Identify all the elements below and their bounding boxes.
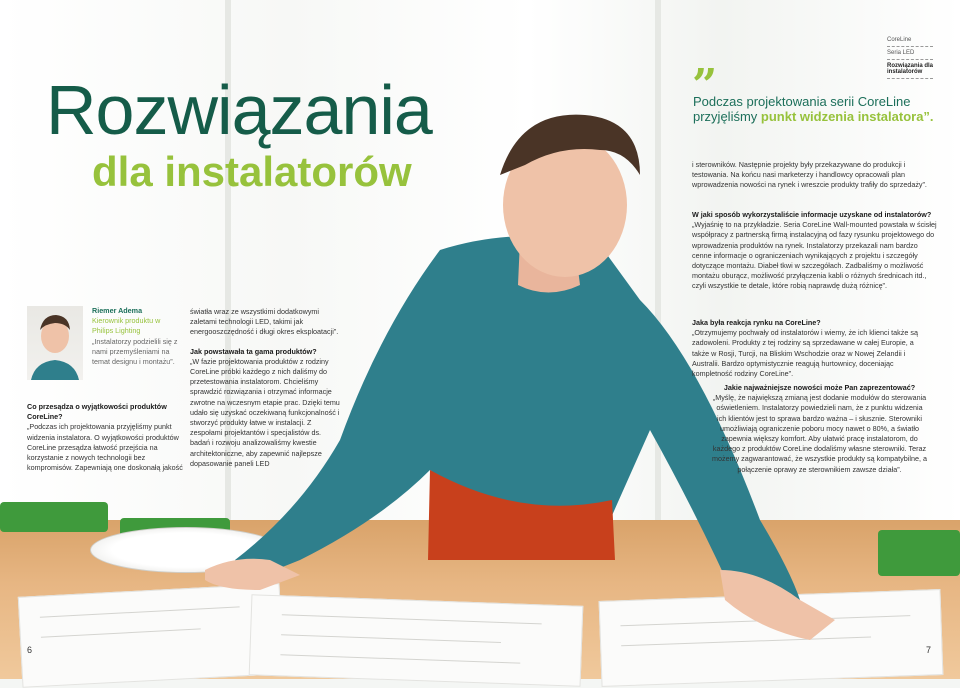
interview-question: Jakie najważniejsze nowości może Pan zaprezentować? [723, 383, 916, 392]
author-role: Kierownik produktu w Philips Lighting [92, 316, 161, 336]
interview-answer: „Wyjaśnię to na przykładzie. Seria CoreLine Wall-mounted powstała w ścisłej współpracy z partnerską firmą instalacyjną od fazy rysunku projektowego do wprowadzenia produktów na rynek. Instalatorzy przekazali nam bardzo cenne informacje o ograniczeniach wynikających z projektu i szczegóły dotyczące montażu. Diabeł tkwi w szczegółach. Zadbaliśmy o możliwość montażu oburącz, możliwość przyłączenia kabli o różnych średnicach itd., czyli wszystkie te detale, które robią naprawdę dużą różnicę”. [692, 220, 937, 291]
author-quote: „Instalatorzy podzielili się z nami przemyśleniami na temat designu i montażu”. [92, 336, 178, 367]
nav-item-rozwiazania: Rozwiązania dla instalatorów [887, 60, 933, 79]
interview-answer: „W fazie projektowania produktów z rodziny CoreLine próbki każdego z nich daliśmy do przetestowania instalatorom. Chcieliśmy sprawdzić rozwiązania i otrzymać informacje zwrotne na wczesnym etapie prac. Dzięki temu udało się uzyskać oczekiwaną funkcjonalność i stworzyć produkty łatwe w instalacji. Z zespołami projektantów i specjalistów ds. badań i rozwoju analizowaliśmy kwestie architektoniczne, aby zapewnić najlepsze dopasowanie paneli LED [190, 356, 340, 468]
section-nav [887, 34, 933, 79]
page-subtitle: dla instalatorów [92, 148, 412, 195]
page-title: Rozwiązania [46, 71, 432, 149]
author-bio [92, 306, 182, 367]
pull-quote-emphasis: punkt widzenia instalatora”. [760, 109, 934, 124]
interview-block [692, 318, 922, 379]
interview-question: Co przesądza o wyjątkowości produktów CoreLine? [27, 402, 167, 422]
page-number-right: 7 [926, 645, 932, 655]
portrait-photo [27, 306, 83, 380]
interview-answer: „Otrzymujemy pochwały od instalatorów i wiemy, że ich klienci także są zadowoleni. Produkty z tej rodziny są sprzedawane w całej Europie, a także w Rosji, Turcji, na Bliskim Wschodzie oraz w Nowej Zelandii i Australii. Bardzo optymistycznie reagują hurtownicy, doceniając kompletność rodziny CoreLine”. [692, 328, 918, 379]
nav-item-seria-led: Seria LED [887, 47, 933, 60]
author-name: Riemer Adema [92, 306, 143, 315]
interview-block [692, 210, 938, 292]
interview-answer: „Myślę, że największą zmianą jest dodanie modułów do sterowania oświetleniem. Instalatorzy powiedzieli nam, że z punktu widzenia ich klientów jest to sprawa bardzo ważna – i słusznie. Sterowniki umożliwiają ograniczenie poboru mocy nawet o 80%, a światło zapewnia większy komfort. Aby ułatwić pracę instalatorom, do każdego z produktów CoreLine dodaliśmy własne sterowniki. Teraz możemy zagwarantować, że wszystkie produkty są kompatybilne, a połączenie oprawy ze sterownikiem zawsze działa”. [712, 393, 927, 474]
interview-question: W jaki sposób wykorzystaliście informacje uzyskane od instalatorów? [692, 210, 932, 219]
interview-answer: „Podczas ich projektowania przyjęliśmy punkt widzenia instalatora. O wyjątkowości produktów CoreLine przesądza łatwość przejścia na korzystanie z nowych technologii bez kompromisów. Zapewniają one doskonałą jakość [27, 422, 183, 473]
interview-block [27, 402, 187, 473]
nav-item-coreline: CoreLine [887, 34, 933, 47]
interview-question: Jak powstawała ta gama produktów? [190, 346, 317, 356]
article-paragraph: światła wraz ze wszystkimi dodatkowymi zaletami technologii LED, takimi jak energooszczędność i długi okres eksploatacji”. [190, 307, 339, 337]
interview-question: Jaka była reakcja rynku na CoreLine? [692, 318, 821, 327]
page-number-left: 6 [27, 645, 33, 655]
article-paragraph: i sterowników. Następnie projekty były przekazywane do produkcji i testowania. Na końcu nasi marketerzy i handlowcy opracowali plan wprowadzenia nowości na rynek i wreszcie produkty trafiły do sprzedaży”. [692, 160, 927, 190]
quote-mark-icon: ” [692, 60, 718, 111]
pull-quote-text: Podczas projektowania serii CoreLine przyjęliśmy [693, 94, 911, 124]
interview-block [190, 307, 340, 469]
pull-quote [693, 94, 943, 124]
interview-block [712, 383, 927, 475]
